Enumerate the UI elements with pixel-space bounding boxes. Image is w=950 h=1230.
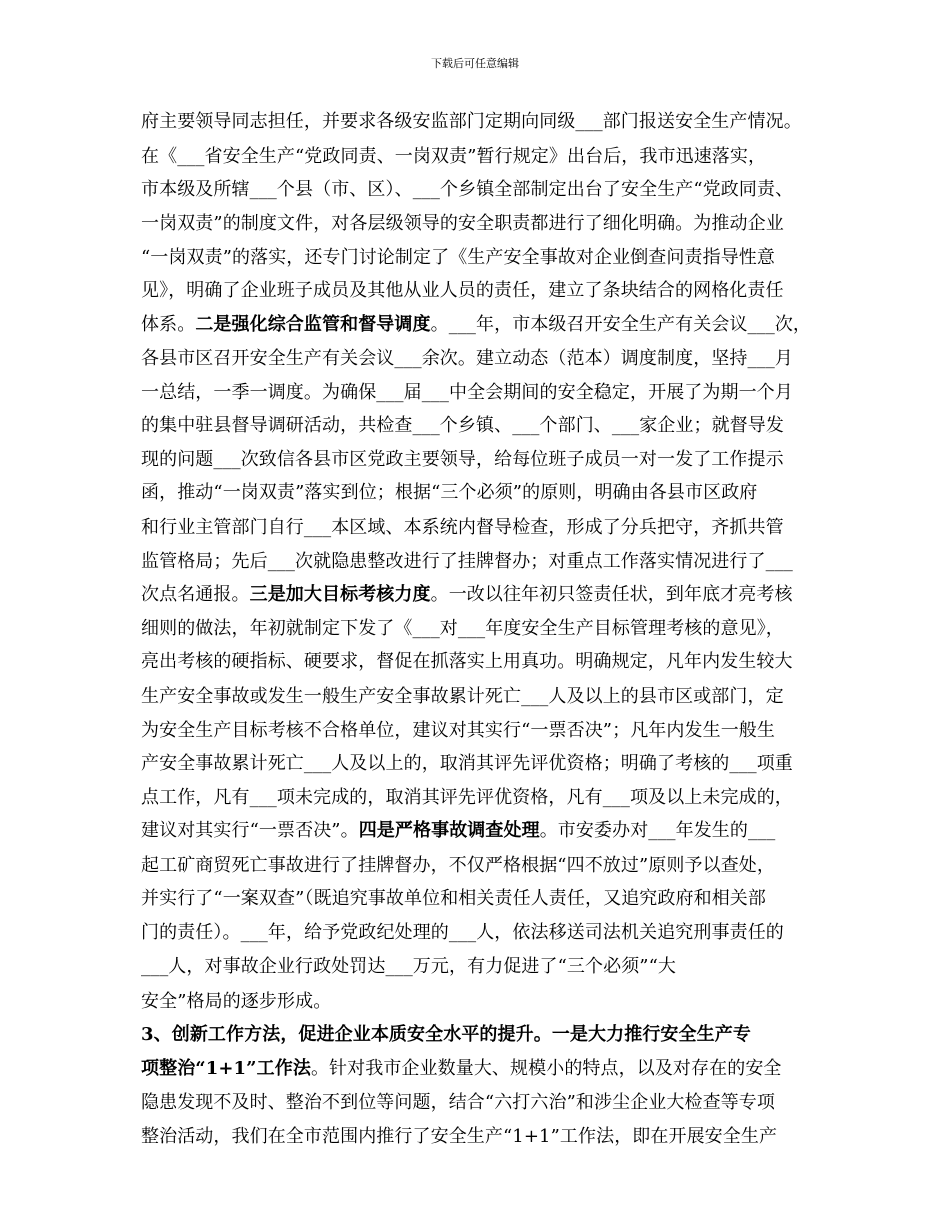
text-segment: 。一改以往年初只签责任状，到年底才亮考核 [430,584,793,605]
text-line [141,1058,782,1080]
text-segment: 次点名通报。 [141,584,250,605]
page-header: 下载后可任意编辑 [431,57,519,70]
text-line [141,956,676,978]
text-segment: 。___年，市本级召开安全生产有关会议___次， [430,314,812,335]
text-line [141,584,793,606]
text-line [141,1092,775,1114]
bold-text-segment: 四是严格事故调查处理 [358,820,540,841]
text-line [141,449,784,471]
text-segment: 建议对其实行“一票否决”。 [141,820,359,841]
text-segment: 和行业主管部门自行___本区域、本系统内督导检查，形成了分兵把守，齐抓共管 [141,517,784,538]
text-line [141,382,793,404]
text-segment: 现的问题___次致信各县市区党政主要领导，给每位班子成员一对一发了工作提示 [141,449,784,470]
text-segment: “一岗双责”的落实，还专门讨论制定了《生产安全事故对企业倒查问责指导性意 [141,247,776,268]
text-segment: 的集中驻县督导调研活动，共检查___个乡镇、___个部门、___家企业；就督导发 [141,415,784,436]
text-segment: 整治活动，我们在全市范围内推行了安全生产“1+1”工作法，即在开展安全生产 [141,1126,778,1147]
text-segment: 并实行了“一案双查”（既追究事故单位和相关责任人责任，又追究政府和相关部 [141,888,767,909]
text-line [141,213,784,235]
text-segment: 一岗双责”的制度文件，对各层级领导的安全职责都进行了细化明确。为推动企业 [141,213,784,234]
text-segment: 府主要领导同志担任，并要求各级安监部门定期向同级___部门报送安全生产情况。 [141,111,802,132]
text-line [141,686,784,708]
text-segment: 市本级及所辖___个县（市、区）、___个乡镇全部制定出台了安全生产“党政同责、 [141,179,794,200]
text-line [141,146,766,168]
text-segment: 门的责任）。___年，给予党政纪处理的___人，依法移送司法机关追究刑事责任的 [141,922,784,943]
text-line [141,280,784,302]
text-line [141,179,793,201]
text-line [141,551,793,573]
text-line [141,991,331,1013]
bold-text-segment: 三是加大目标考核力度 [249,584,431,605]
text-segment: ___人，对事故企业行政处罚达___万元，有力促进了“三个必须”“大 [141,956,677,977]
text-line [141,753,793,775]
text-segment: 一总结，一季一调度。为确保___届___中全会期间的安全稳定，开展了为期一个月 [141,382,793,403]
text-line [141,415,784,437]
text-line [141,314,811,336]
bold-text-segment: 3、创新工作方法，促进企业本质安全水平的提升。一是大力推行安全生产专 [141,1024,751,1045]
text-segment: 体系。 [141,314,196,335]
bold-text-segment: 二是强化综合监管和督导调度 [195,314,431,335]
text-line [141,787,793,809]
text-segment: 函，推动“一岗双责”落实到位；根据“三个必须”的原则，明确由各县市区政府 [141,482,758,503]
text-segment: 安全”格局的逐步形成。 [141,991,332,1012]
text-line [141,922,784,944]
text-segment: 隐患发现不及时、整治不到位等问题，结合“六打六治”和涉尘企业大检查等专项 [141,1092,776,1113]
text-line [141,720,775,742]
text-segment: 点工作，凡有___项未完成的，取消其评先评优资格，凡有___项及以上未完成的， [141,787,793,808]
text-line [141,1126,777,1148]
text-line [141,1024,751,1046]
text-line [141,855,775,877]
text-line [141,618,784,640]
text-line [141,111,802,133]
text-segment: 监管格局；先后___次就隐患整改进行了挂牌督办；对重点工作落实情况进行了___ [141,551,793,572]
text-line [141,517,784,539]
text-line [141,651,793,673]
bold-text-segment: 项整治“1+1”工作法 [141,1058,311,1079]
text-line [141,247,775,269]
text-segment: 起工矿商贸死亡事故进行了挂牌督办，不仅严格根据“四不放过”原则予以查处， [141,855,776,876]
text-segment: 为安全生产目标考核不合格单位，建议对其实行“一票否决”；凡年内发生一般生 [141,720,776,741]
text-line [141,820,775,842]
text-line [141,888,766,910]
text-segment: 生产安全事故或发生一般生产安全事故累计死亡___人及以上的县市区或部门，定 [141,686,784,707]
text-line [141,482,757,504]
text-segment: 细则的做法，年初就制定下发了《___对___年度安全生产目标管理考核的意见》， [141,618,784,639]
text-segment: 亮出考核的硬指标、硬要求，督促在抓落实上用真功。明确规定，凡年内发生较大 [141,651,793,672]
text-segment: 在《___省安全生产“党政同责、一岗双责”暂行规定》出台后，我市迅速落实， [141,146,767,167]
text-segment: 各县市区召开安全生产有关会议___余次。建立动态（范本）调度制度，坚持___月 [141,348,793,369]
text-line [141,348,793,370]
text-segment: 。针对我市企业数量大、规模小的特点，以及对存在的安全 [310,1058,782,1079]
text-segment: 见》，明确了企业班子成员及其他从业人员的责任，建立了条块结合的网格化责任 [141,280,784,301]
text-segment: 。市安委办对___年发生的___ [539,820,776,841]
text-segment: 产安全事故累计死亡___人及以上的，取消其评先评优资格；明确了考核的___项重 [141,753,793,774]
